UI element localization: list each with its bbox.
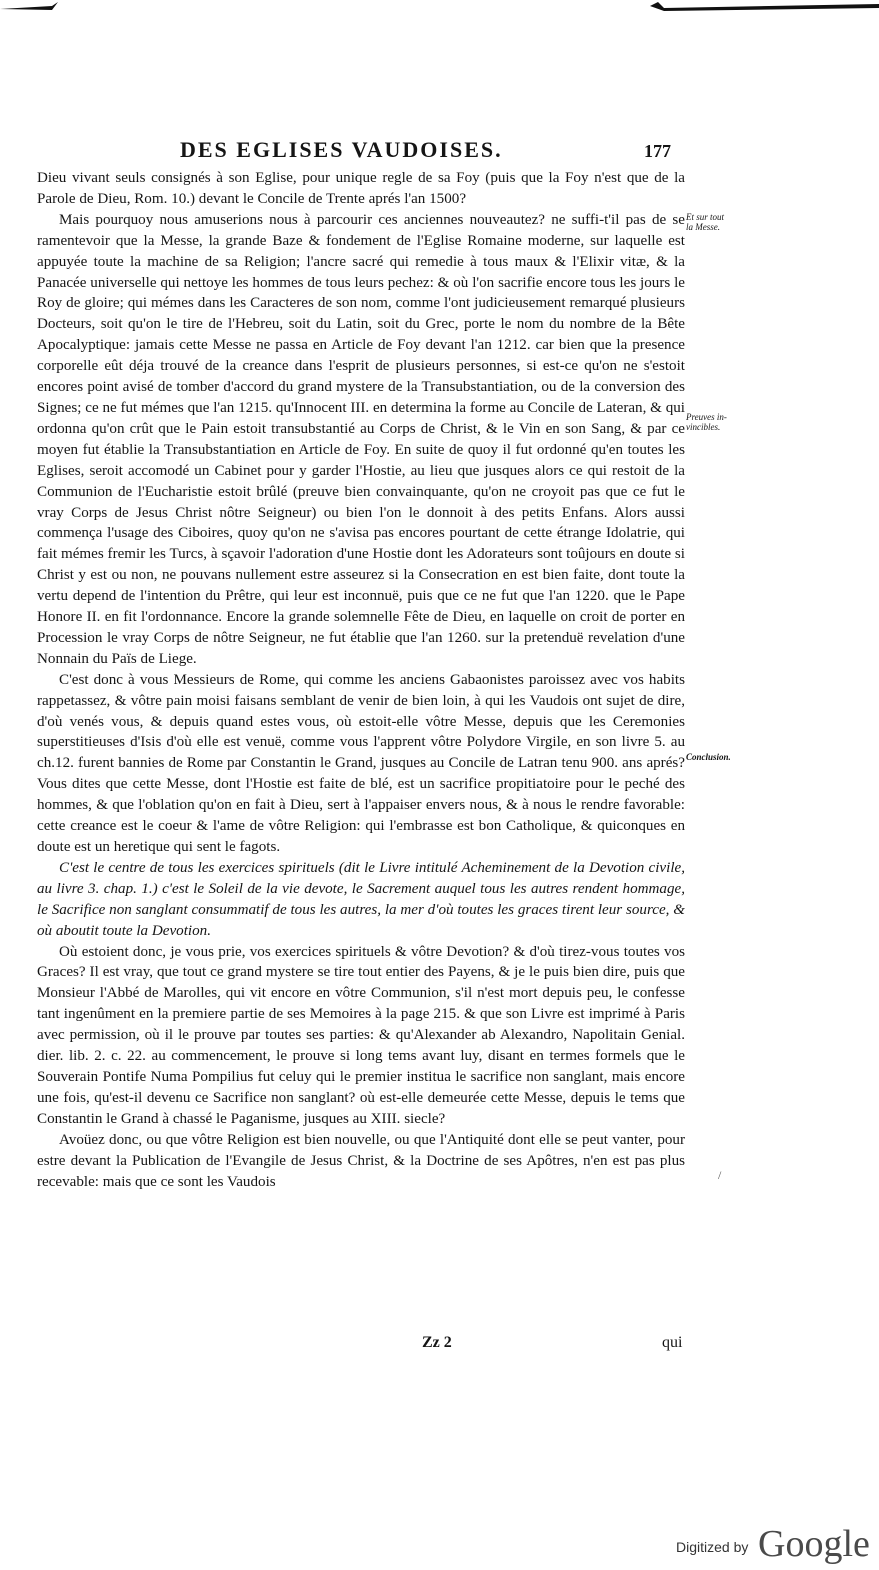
paragraph: C'est le centre de tous les exercices spirituels (dit le Livre intitulé Acheminement de la Devotion civile, au livre 3. chap. 1.) c'est le Soleil de la vie devote, le Sacrement auquel tous les autres rendent hommage, le Sacrifice non sanglant consummatif de tous les autres, la mer d'où toutes les graces tirent leur source, & où aboutit toute la Devotion.	[37, 859, 685, 939]
catchword: qui	[662, 1334, 683, 1351]
digitized-watermark	[672, 1524, 877, 1564]
body-text	[37, 168, 685, 1192]
running-title: DES EGLISES VAUDOISES.	[180, 137, 503, 162]
page-header	[180, 137, 680, 165]
paragraph: C'est donc à vous Messieurs de Rome, qui comme les anciens Gabaonistes paroissez avec vos habits rappetassez, & vôtre pain moisi faisans semblant de venir de bien loin, à qui les Vaudois ont sujet de dire, d'où venés vous, & depuis quand estes vous, où estoit-elle vôtre Messe, depuis que les Ceremonies superstitieuses d'Isis d'où elle est venuë, comme vous l'apprent vôtre Polydore Virgile, en son livre 5. au ch.12. furent bannies de Rome par Constantin le Grand, jusques au Concile de Latran tenu 900. ans aprés? Vous dites que cette Messe, dont l'Hostie est faite de blé, est un sacrifice propitiatoire pour le peché des hommes, & que l'oblation qu'on en fait à Dieu, sert à l'appaiser envers nous, & à nous le rendre favorable: cette creance est le coeur & l'ame de vôtre Religion: qui l'embrasse est bon Catholique, & quiconques en doute est un heretique qui sent le fagots.	[37, 671, 685, 855]
page-number: 177	[644, 141, 671, 161]
margin-note: Et sur tout la Messe.	[686, 212, 725, 232]
scan-edge-mark	[650, 0, 879, 12]
margin-note: Conclusion.	[686, 752, 731, 762]
paragraph: Dieu vivant seuls consignés à son Eglise, pour unique regle de sa Foy (puis que la Foy n'est que de la Parole de Dieu, Rom. 10.) devant le Concile de Trente aprés l'an 1500?	[37, 170, 685, 207]
watermark-logo: Google	[758, 1523, 870, 1565]
paragraph: Mais pourquoy nous amuserions nous à parcourir ces anciennes nouveautez? ne suffi-t'il pas de se ramentevoir que la Messe, la grande Baze & fondement de l'Eglise Romaine moderne, sur laquelle est appuyée toute la machine de sa Religion; l'ancre sacré qui remedie à tous maux & l'Elixir vitæ, & la Panacée universelle qui nettoye les hommes de tous leurs pechez: & où l'on sacrifie encore tous les jours le Roy de gloire; qui mémes dans les Caracteres de son nom, comme l'ont judicieusement remarqué plusieurs Docteurs, soit qu'on le tire de l'Hebreu, soit du Latin, soit du Grec, porte le nom du nombre de la Bête Apocalyptique: jamais cette Messe ne passa en Article de Foy devant l'an 1212. car bien que la presence corporelle eût déja trouvé de la creance dans l'esprit de plusieurs personnes, si est-ce qu'on ne s'estoit encores point avisé de tomber d'accord du grand mystere de la Transubstantiation, ou de la conversion des Signes; ce ne fut mémes que l'an 1215. qu'Innocent III. en determina la forme au Concile de Lateran, & qui ordonna qu'on crût que le Pain estoit transubstantié au Corps de Christ, & le Vin en son Sang, & par ce moyen fut établie la Transubstantiation en Article de Foy. En suite de quoy il fut ordonné qu'en toutes les Eglises, seroit accomodé un Cabinet pour y garder l'Hostie, au lieu que jusques alors ce qui restoit de la Communion de l'Eucharistie estoit brûlé (preuve bien convainquante, qu'on ne croyoit pas que ce fut le vray Corps de Jesus Christ nôtre Seigneur) ou bien l'on le donnoit à des petits Enfans. Alors aussi commença l'usage des Ciboires, quoy qu'on ne s'avisa pas encores pourtant de cette étrange Idolatrie, qui fait mémes fremir les Turcs, à sçavoir l'adoration d'une Hostie dont les Adorateurs sont toûjours en doute si Christ y est ou non, ne pouvans nullement estre asseurez si la Consecration en est bien faite, dont toute la vertu depend de l'intention du Prêtre, qui leur est inconnuë, puis que ce ne fut que l'an 1220. que le Pape Honore II. en fit l'ordonnance. Encore la grande solemnelle Fête de Dieu, en laquelle on croit de porter en Procession le vray Corps de nôtre Seigneur, ne fut établie que l'an 1260. sur la pretenduë revelation d'une Nonnain du Païs de Liege.	[37, 211, 685, 667]
scan-edge-mark	[0, 0, 60, 14]
watermark-prefix: Digitized by	[676, 1539, 749, 1555]
margin-note: Preuves in- vincibles.	[686, 412, 727, 432]
paragraph: Où estoient donc, je vous prie, vos exercices spirituels & vôtre Devotion? & d'où tirez-vous toutes vos Graces? Il est vray, que tout ce grand mystere se tire tout entier des Payens, & je le puis bien dire, puis que Monsieur l'Abbé de Marolles, qui vit encore en vôtre Communion, s'il n'est mort depuis peu, le confesse tant ingenûment en la premiere partie de ses Memoires à la page 215. & que son Livre est imprimé à Paris avec permission, où il le prouve par toutes ses parties: & qu'Alexander ab Alexandro, Napolitain Genial. dier. lib. 2. c. 22. au commencement, le prouve si long tems avant luy, disant en termes formels que le Souverain Pontife Numa Pompilius fut celuy qui le premier institua le sacrifice non sanglant, mais encore une fois, qu'est-il devenu ce Sacrifice non sanglant? où est-elle demeurée cette Messe, depuis le tems que Constantin le Grand à chassé le Paganisme, jusques au XIII. siecle?	[37, 943, 685, 1127]
signature-mark: Zz 2	[422, 1334, 452, 1351]
stray-mark: /	[718, 1168, 722, 1182]
paragraph: Avoüez donc, ou que vôtre Religion est bien nouvelle, ou que l'Antiquité dont elle se peut vanter, pour estre devant la Publication de l'Evangile de Jesus Christ, & la Doctrine de ses Apôtres, n'en est pas plus recevable: mais que ce sont les Vaudois	[37, 1131, 685, 1190]
